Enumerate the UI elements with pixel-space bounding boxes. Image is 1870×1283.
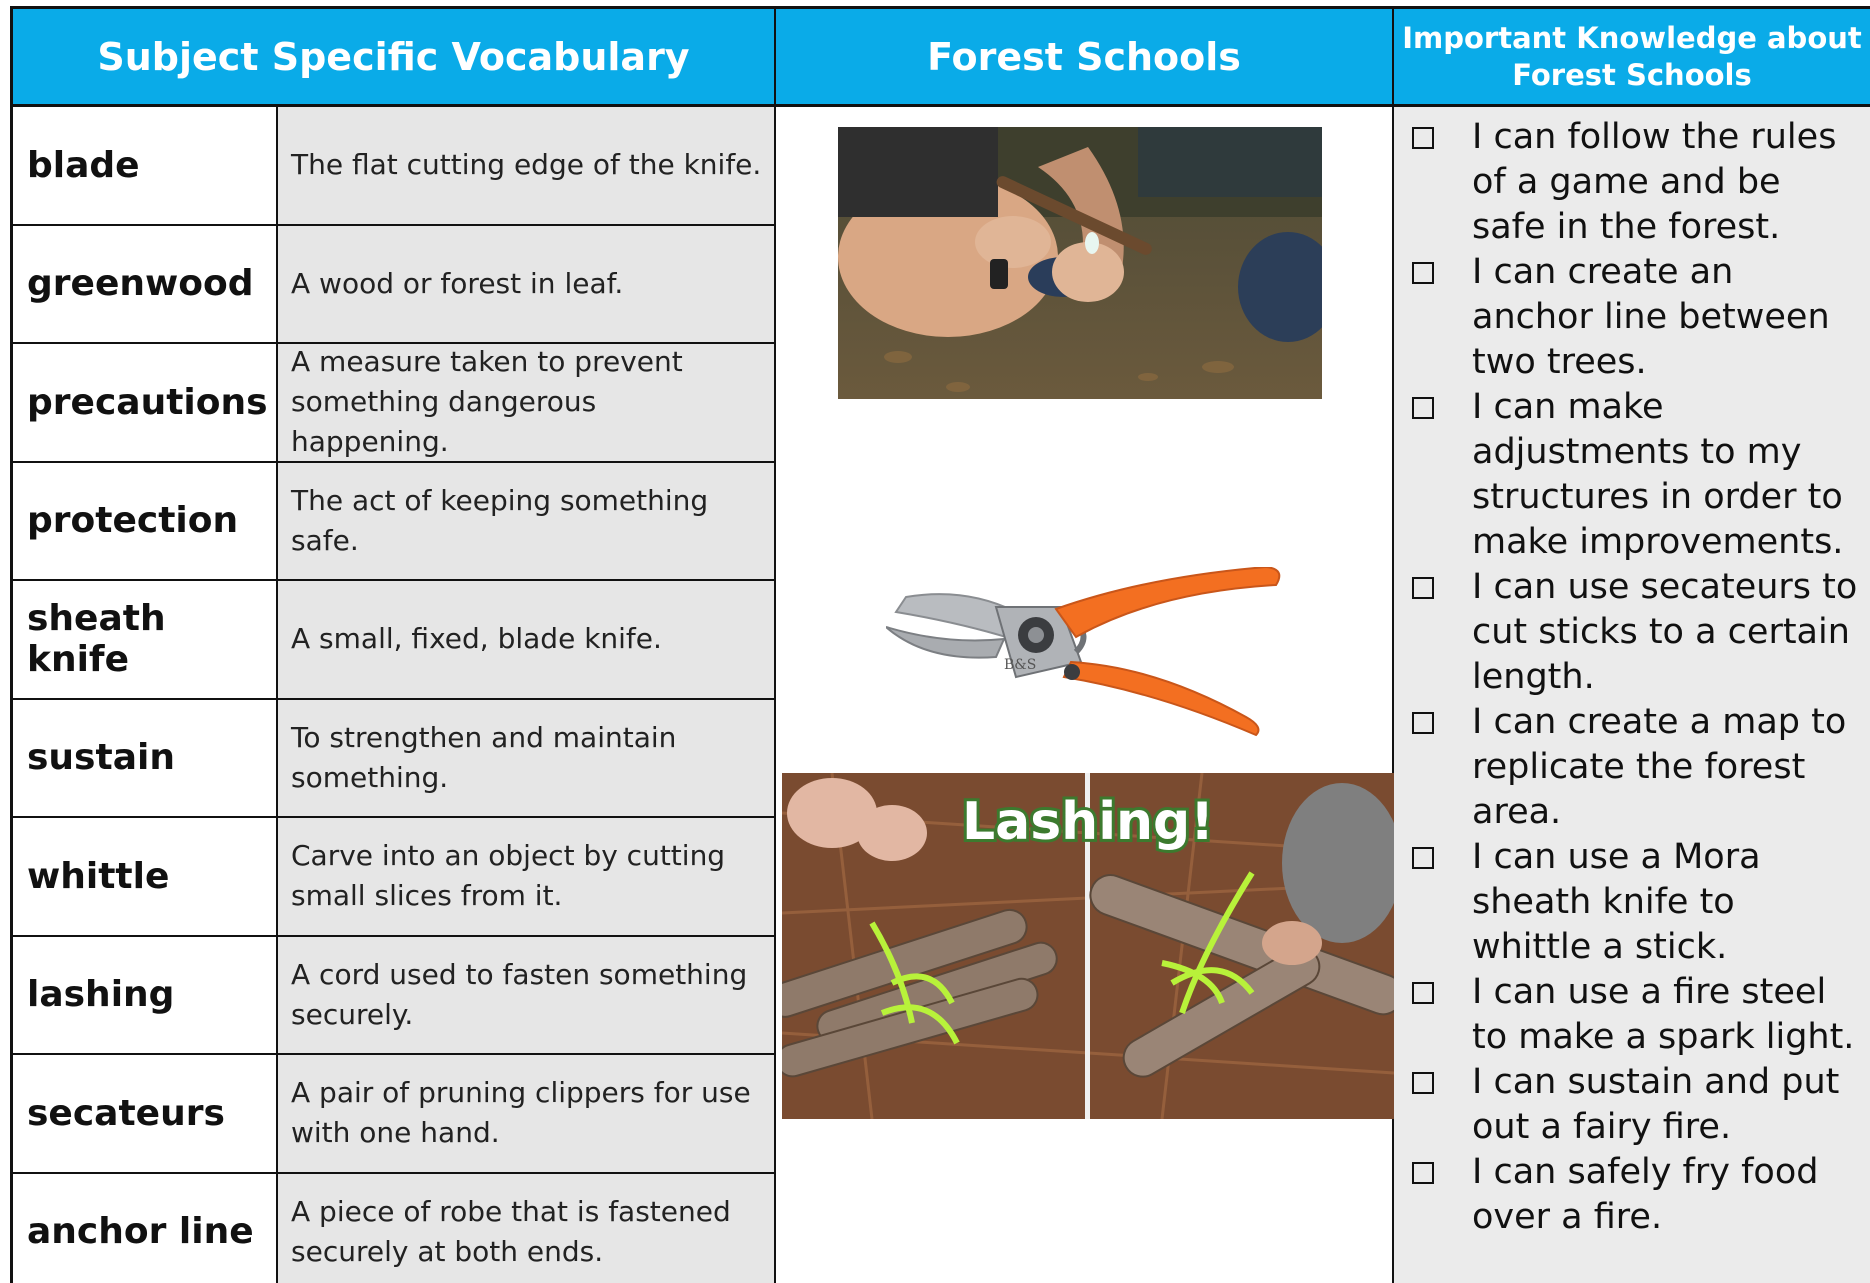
vocab-row — [13, 1055, 774, 1174]
checkbox-icon[interactable] — [1412, 712, 1434, 734]
knowledge-item — [1412, 565, 1864, 700]
vocab-definition: The act of keeping something safe. — [278, 463, 774, 580]
vocab-term: whittle — [13, 818, 278, 935]
vocabulary-table — [10, 107, 776, 1283]
vocab-row — [13, 344, 774, 463]
vocab-definition: A pair of pruning clippers for use with one hand. — [278, 1055, 774, 1172]
vocab-row — [13, 700, 774, 819]
vocab-definition: A cord used to fasten something securely. — [278, 937, 774, 1054]
knowledge-item — [1412, 1060, 1864, 1150]
knowledge-item — [1412, 970, 1864, 1060]
secateurs-image — [886, 567, 1286, 737]
knowledge-text: I can create a map to replicate the forest area. — [1472, 702, 1847, 832]
vocabulary-header: Subject Specific Vocabulary — [10, 6, 776, 107]
vocab-definition: A wood or forest in leaf. — [278, 226, 774, 343]
checkbox-icon[interactable] — [1412, 982, 1434, 1004]
knowledge-header: Important Knowledge about Forest Schools — [1394, 6, 1870, 107]
knowledge-text: I can sustain and put out a fairy fire. — [1472, 1062, 1840, 1147]
vocab-term: secateurs — [13, 1055, 278, 1172]
knowledge-text: I can use a Mora sheath knife to whittle a stick. — [1472, 837, 1761, 967]
secateurs-brand: B&S — [1004, 657, 1037, 673]
lashing-photo — [782, 773, 1394, 1119]
vocab-term: sustain — [13, 700, 278, 817]
lashing-caption: Lashing! — [962, 792, 1214, 852]
knowledge-item — [1412, 835, 1864, 970]
vocab-row — [13, 463, 774, 582]
vocab-row — [13, 581, 774, 700]
vocab-definition: A piece of robe that is fastened securely at both ends. — [278, 1174, 774, 1283]
knowledge-item — [1412, 250, 1864, 385]
vocab-definition: The flat cutting edge of the knife. — [278, 107, 774, 224]
vocab-term: precautions — [13, 344, 278, 461]
vocab-term: lashing — [13, 937, 278, 1054]
knowledge-item — [1412, 385, 1864, 565]
knowledge-text: I can create an anchor line between two trees. — [1472, 252, 1830, 382]
knowledge-text: I can use a fire steel to make a spark light. — [1472, 972, 1855, 1057]
vocab-row — [13, 226, 774, 345]
vocab-definition: To strengthen and maintain something. — [278, 700, 774, 817]
vocab-term: blade — [13, 107, 278, 224]
knowledge-item — [1412, 115, 1864, 250]
vocab-term: sheath knife — [13, 581, 278, 698]
vocab-row — [13, 1174, 774, 1283]
knowledge-panel — [1394, 107, 1870, 1283]
vocab-row — [13, 107, 774, 226]
vocab-term: greenwood — [13, 226, 278, 343]
checkbox-icon[interactable] — [1412, 397, 1434, 419]
checkbox-icon[interactable] — [1412, 127, 1434, 149]
knowledge-item — [1412, 1150, 1864, 1240]
knowledge-item — [1412, 700, 1864, 835]
knowledge-text: I can follow the rules of a game and be safe in the forest. — [1472, 117, 1837, 247]
vocab-definition: A measure taken to prevent something dangerous happening. — [278, 344, 774, 461]
checkbox-icon[interactable] — [1412, 847, 1434, 869]
forest-schools-header: Forest Schools — [776, 6, 1394, 107]
vocab-row — [13, 818, 774, 937]
vocab-term: anchor line — [13, 1174, 278, 1283]
vocab-term: protection — [13, 463, 278, 580]
forest-schools-images — [776, 107, 1394, 1283]
vocab-definition: A small, fixed, blade knife. — [278, 581, 774, 698]
whittling-photo — [838, 127, 1322, 399]
knowledge-text: I can make adjustments to my structures in order to make improvements. — [1472, 387, 1844, 562]
vocab-row — [13, 937, 774, 1056]
checkbox-icon[interactable] — [1412, 262, 1434, 284]
knowledge-text: I can use secateurs to cut sticks to a certain length. — [1472, 567, 1858, 697]
checkbox-icon[interactable] — [1412, 577, 1434, 599]
knowledge-text: I can safely fry food over a fire. — [1472, 1152, 1819, 1237]
checkbox-icon[interactable] — [1412, 1072, 1434, 1094]
knowledge-list — [1394, 107, 1870, 1240]
checkbox-icon[interactable] — [1412, 1162, 1434, 1184]
vocab-definition: Carve into an object by cutting small slices from it. — [278, 818, 774, 935]
